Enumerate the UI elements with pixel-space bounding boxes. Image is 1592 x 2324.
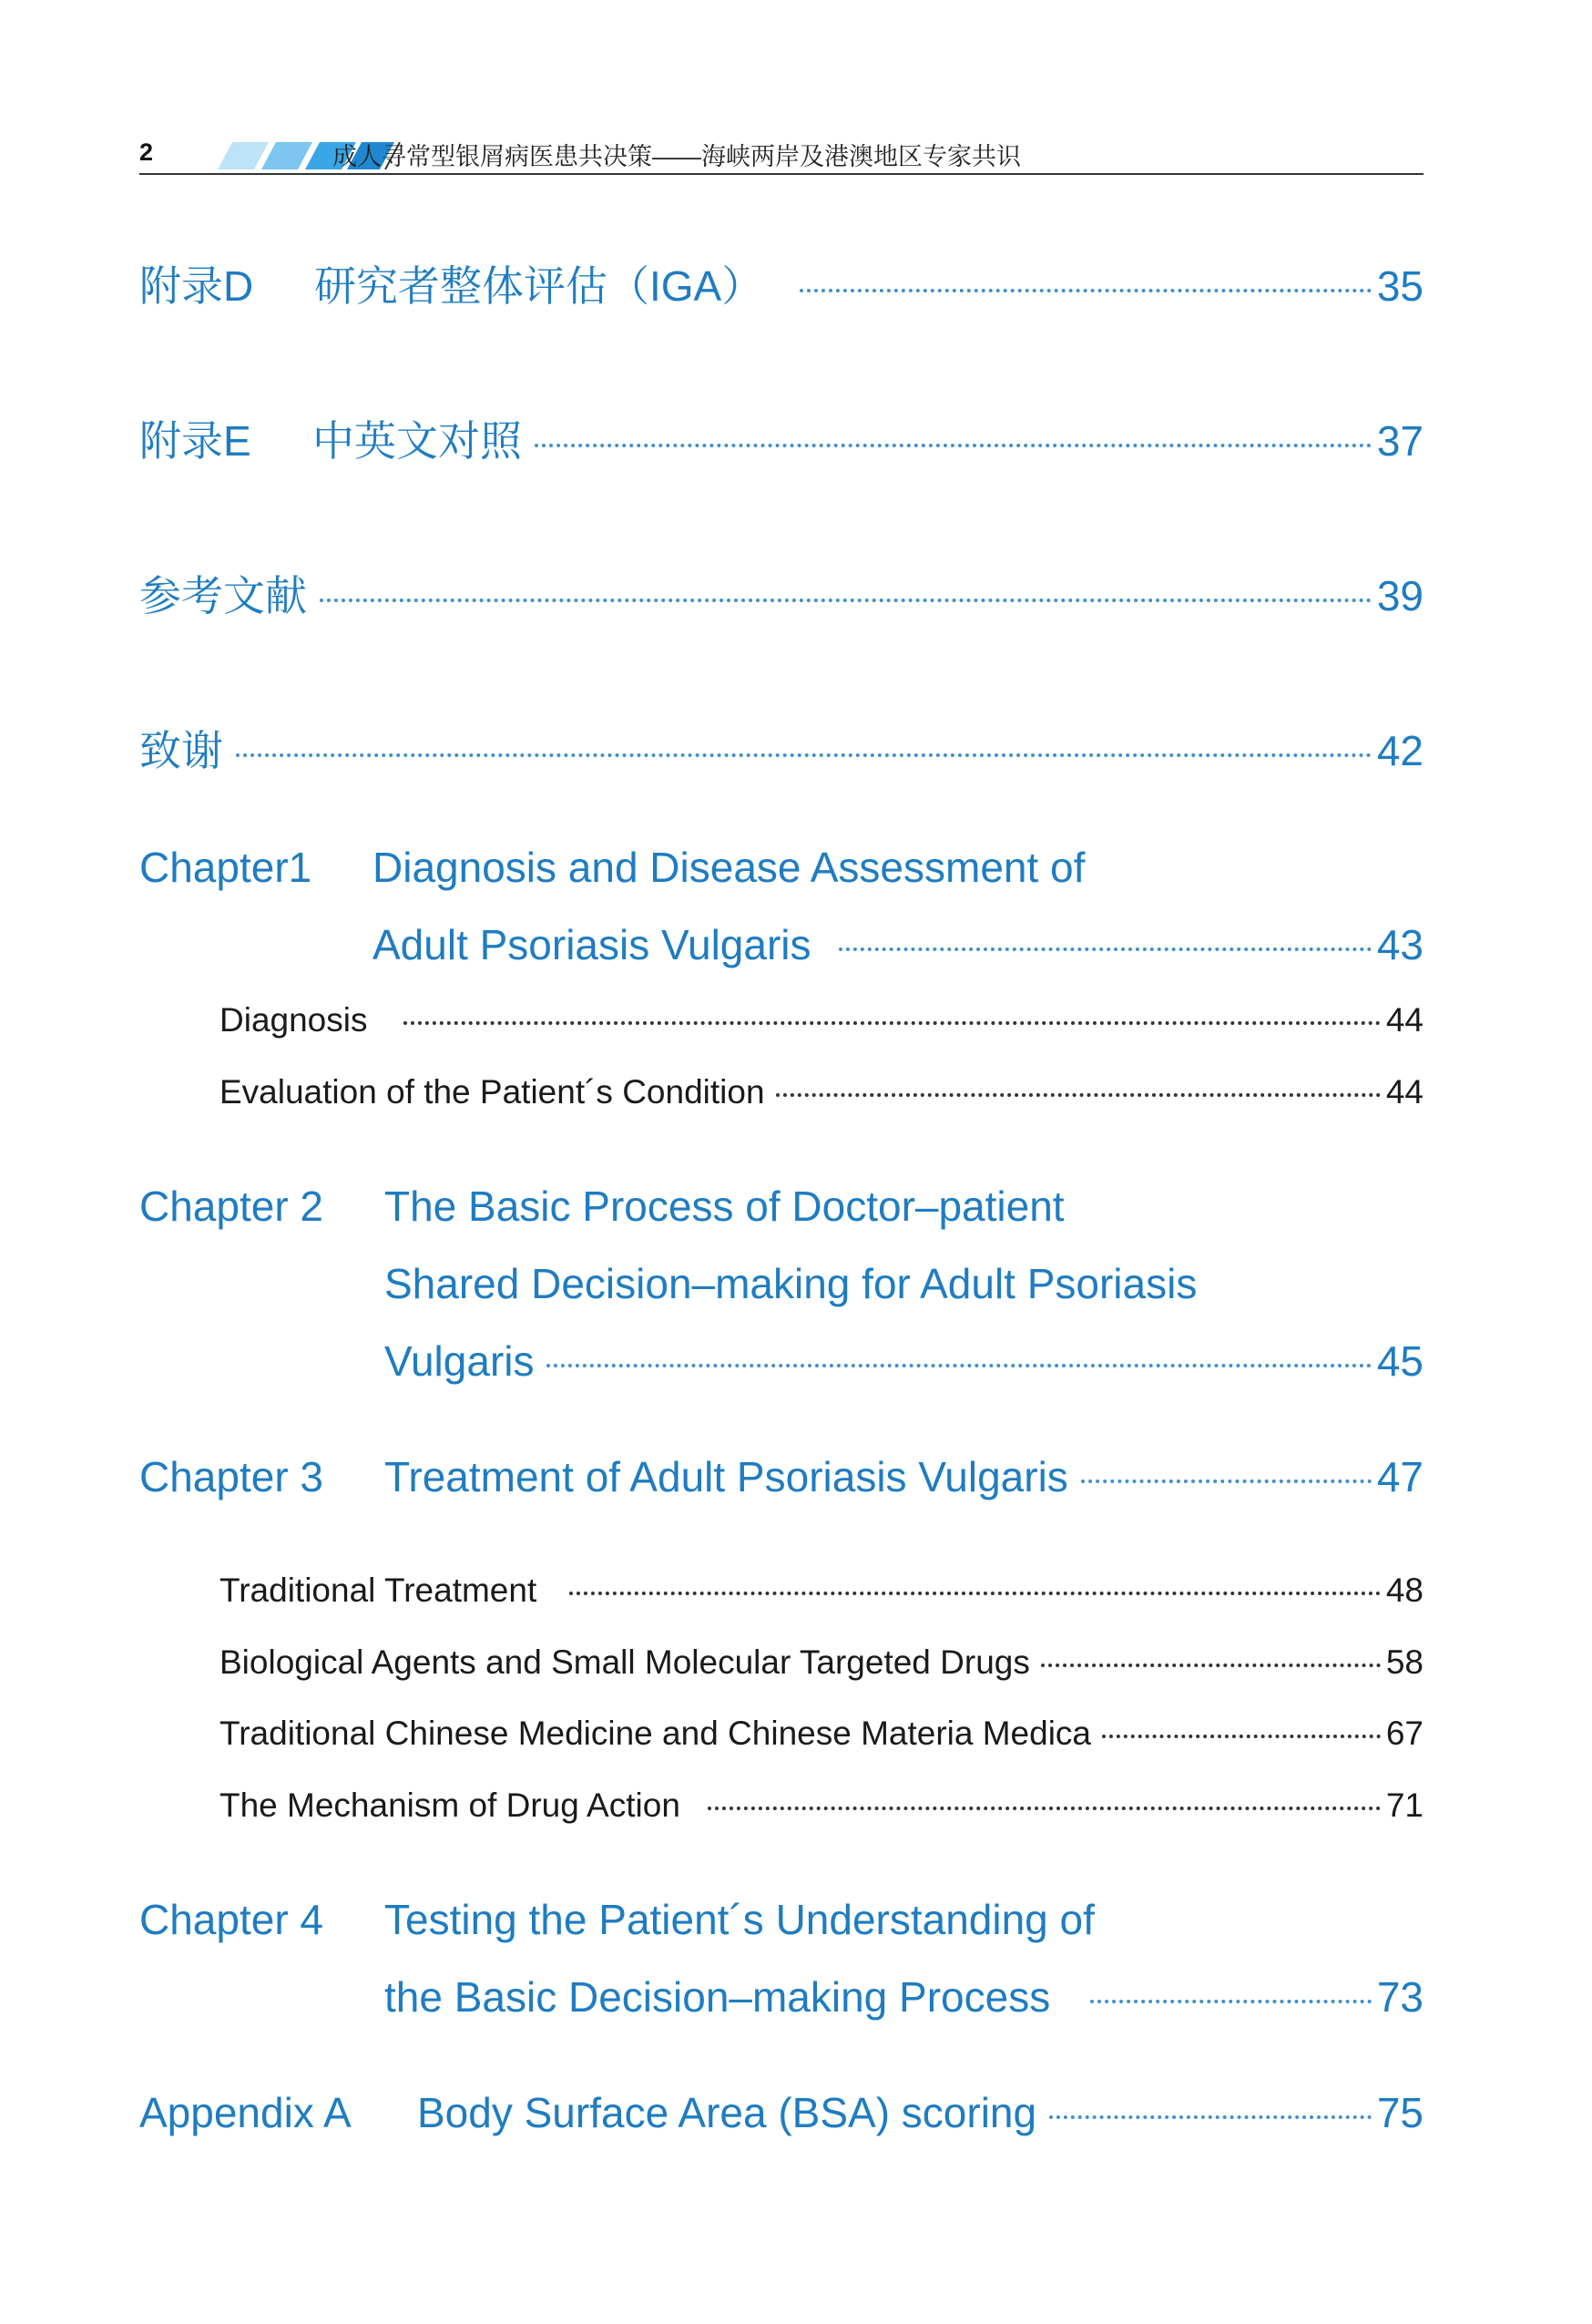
entry-page: 42 — [1376, 727, 1424, 774]
dot-leader — [776, 1093, 1381, 1097]
toc-subentry-tcm[interactable] — [219, 1697, 1424, 1769]
header-rule — [139, 173, 1424, 175]
entry-title-line2: the Basic Decision–making Process — [384, 1973, 1051, 2021]
dot-leader — [320, 599, 1372, 602]
entry-page: 48 — [1385, 1572, 1424, 1609]
entry-page: 44 — [1385, 1073, 1424, 1111]
toc-entry-acknowledgements[interactable] — [139, 712, 1424, 790]
dot-leader — [800, 289, 1372, 292]
entry-title: Evaluation of the Patient´s Condition — [219, 1073, 765, 1111]
entry-title: The Mechanism of Drug Action — [219, 1787, 680, 1824]
toc-entry-appendix-e[interactable] — [139, 403, 1424, 480]
toc-subentry-traditional-treatment[interactable] — [219, 1554, 1424, 1626]
entry-title: Diagnosis — [219, 1001, 368, 1039]
entry-title-line1: The Basic Process of Doctor–patient — [384, 1182, 1065, 1230]
entry-page: 44 — [1385, 1001, 1424, 1039]
toc-subentry-diagnosis[interactable] — [219, 984, 1424, 1056]
dot-leader — [1102, 1735, 1381, 1738]
toc-entry-appendix-d[interactable] — [139, 248, 1424, 325]
running-title: 成人寻常型银屑病医患共决策——海峡两岸及港澳地区专家共识 — [332, 143, 1021, 170]
entry-page: 67 — [1385, 1715, 1424, 1752]
toc-entry-chapter2[interactable] — [139, 1168, 1424, 1400]
entry-page: 73 — [1376, 1973, 1424, 2021]
entry-label: 附录E — [139, 417, 251, 465]
entry-label: Chapter 4 — [139, 1896, 324, 1943]
entry-title: Traditional Treatment — [219, 1572, 537, 1609]
page-number: 2 — [139, 138, 154, 166]
toc-subentry-mechanism[interactable] — [219, 1769, 1424, 1841]
toc-entry-chapter3[interactable] — [139, 1438, 1424, 1516]
entry-title: Treatment of Adult Psoriasis Vulgaris — [384, 1453, 1068, 1500]
entry-title: Traditional Chinese Medicine and Chinese Materia Medica — [219, 1715, 1092, 1752]
toc-entry-appendix-a[interactable] — [139, 2074, 1424, 2152]
entry-title-line2: Adult Psoriasis Vulgaris — [372, 921, 811, 968]
entry-label: Appendix A — [139, 2089, 352, 2136]
dot-leader — [1049, 2115, 1372, 2119]
entry-title-line3: Vulgaris — [384, 1337, 535, 1385]
running-header — [139, 135, 1424, 177]
dot-leader — [403, 1021, 1380, 1025]
entry-label: Chapter 3 — [139, 1453, 324, 1500]
dot-leader — [236, 753, 1372, 757]
entry-label: 附录D — [139, 262, 254, 310]
entry-page: 39 — [1376, 572, 1424, 619]
entry-page: 45 — [1376, 1337, 1424, 1385]
entry-title: 研究者整体评估（IGA） — [314, 262, 764, 310]
entry-page: 75 — [1376, 2089, 1424, 2136]
entry-title-line2: Shared Decision–making for Adult Psoriasis — [384, 1260, 1198, 1307]
toc-entry-chapter1[interactable] — [139, 829, 1424, 984]
entry-title-line1: Diagnosis and Disease Assessment of — [372, 844, 1086, 891]
dot-leader — [1041, 1664, 1381, 1667]
entry-label: Chapter 2 — [139, 1182, 324, 1230]
dot-leader — [1090, 2000, 1372, 2003]
entry-page: 47 — [1376, 1453, 1424, 1500]
toc-entry-chapter4[interactable] — [139, 1881, 1424, 2036]
dot-leader — [839, 947, 1372, 951]
entry-page: 37 — [1376, 417, 1424, 465]
toc-subentry-biological-agents[interactable] — [219, 1626, 1424, 1698]
dot-leader — [708, 1807, 1381, 1810]
entry-page: 43 — [1376, 921, 1424, 968]
entry-title: 中英文对照 — [312, 417, 522, 465]
entry-title: Body Surface Area (BSA) scoring — [417, 2089, 1037, 2136]
entry-page: 71 — [1385, 1787, 1424, 1824]
entry-page: 58 — [1385, 1643, 1424, 1681]
entry-title: 参考文献 — [139, 572, 307, 619]
entry-title: 致谢 — [139, 727, 223, 774]
entry-title-line1: Testing the Patient´s Understanding of — [384, 1896, 1095, 1943]
toc-entry-references[interactable] — [139, 558, 1424, 635]
entry-page: 35 — [1376, 262, 1424, 310]
entry-title: Biological Agents and Small Molecular Targeted Drugs — [219, 1643, 1030, 1681]
dot-leader — [569, 1592, 1381, 1595]
dot-leader — [546, 1364, 1371, 1367]
dot-leader — [535, 444, 1372, 447]
dot-leader — [1081, 1479, 1372, 1483]
toc-subentry-evaluation[interactable] — [219, 1056, 1424, 1128]
entry-label: Chapter1 — [139, 844, 312, 891]
